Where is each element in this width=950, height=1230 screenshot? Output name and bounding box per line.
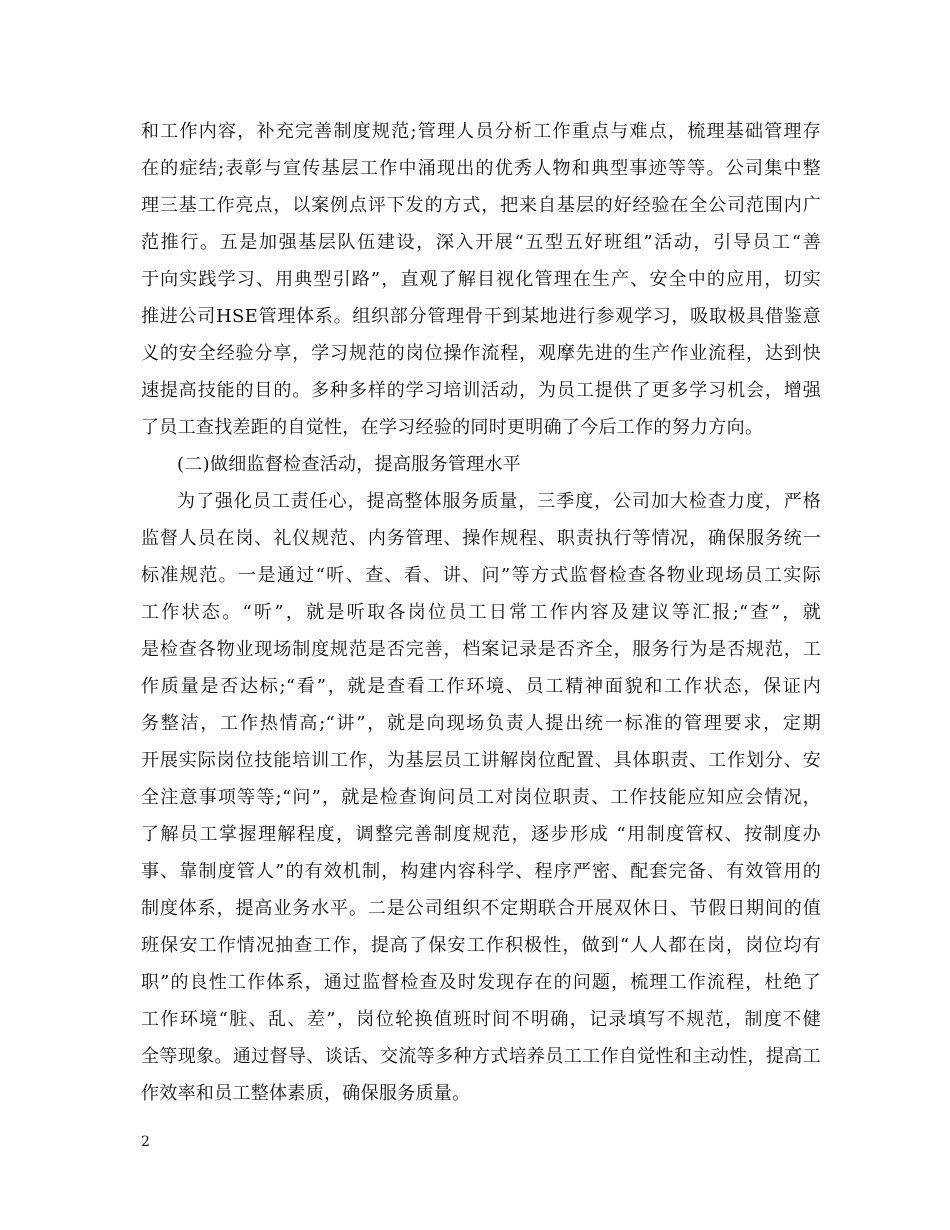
- text-line: 了解员工掌握理解程度，调整完善制度规范，逐步形成 “用制度管权、按制度办: [141, 824, 821, 845]
- text-line: 是检查各物业现场制度规范是否完善，档案记录是否齐全，服务行为是否规范，工: [141, 639, 821, 660]
- text-line: 班保安工作情况抽查工作，提高了保安工作积极性，做到“人人都在岗，岗位均有: [141, 935, 821, 956]
- text-line: 务整洁，工作热情高;“讲”，就是向现场负责人提出统一标准的管理要求，定期: [141, 713, 821, 734]
- text-line: 工作状态。“听”，就是听取各岗位员工日常工作内容及建议等汇报;“查”，就: [141, 602, 821, 623]
- text-line: 工作环境“脏、乱、差”，岗位轮换值班时间不明确，记录填写不规范，制度不健: [141, 1009, 821, 1030]
- section-heading: (二)做细监督检查活动，提高服务管理水平: [177, 454, 522, 475]
- text-line: 标准规范。一是通过“听、查、看、讲、问”等方式监督检查各物业现场员工实际: [141, 565, 821, 586]
- paragraph-1: [141, 113, 821, 446]
- document-body: [141, 113, 821, 1112]
- text-line: 理三基工作亮点，以案例点评下发的方式，把来自基层的好经验在全公司范围内广: [141, 195, 821, 216]
- text-line: 速提高技能的目的。多种多样的学习培训活动，为员工提供了更多学习机会，增强: [141, 380, 821, 401]
- page-number: 2: [141, 1134, 150, 1150]
- text-line: 在的症结;表彰与宣传基层工作中涌现出的优秀人物和典型事迹等等。公司集中整: [141, 158, 821, 179]
- text-line: 义的安全经验分享，学习规范的岗位操作流程，观摩先进的生产作业流程，达到快: [141, 343, 821, 364]
- paragraph-2: [141, 483, 821, 1112]
- text-line: 和工作内容，补充完善制度规范;管理人员分析工作重点与难点，梳理基础管理存: [141, 121, 821, 142]
- text-line: 为了强化员工责任心，提高整体服务质量，三季度，公司加大检查力度，严格: [177, 491, 821, 512]
- text-line: 范推行。五是加强基层队伍建设，深入开展“五型五好班组”活动，引导员工“善: [141, 232, 821, 253]
- text-line: 推进公司HSE管理体系。组织部分管理骨干到某地进行参观学习，吸取极具借鉴意: [141, 306, 821, 327]
- text-line: 事、靠制度管人”的有效机制，构建内容科学、程序严密、配套完备、有效管用的: [141, 861, 821, 882]
- text-line: 了员工查找差距的自觉性，在学习经验的同时更明确了今后工作的努力方向。: [141, 417, 764, 438]
- text-line: 全注意事项等等;“问”，就是检查询问员工对岗位职责、工作技能应知应会情况，: [141, 787, 821, 808]
- text-line: 开展实际岗位技能培训工作，为基层员工讲解岗位配置、具体职责、工作划分、安: [141, 750, 821, 771]
- text-line: 制度体系，提高业务水平。二是公司组织不定期联合开展双休日、节假日期间的值: [141, 898, 821, 919]
- text-line: 作质量是否达标;“看”，就是查看工作环境、员工精神面貌和工作状态，保证内: [141, 676, 821, 697]
- text-line: 职”的良性工作体系，通过监督检查及时发现存在的问题，梳理工作流程，杜绝了: [141, 972, 821, 993]
- text-line: 监督人员在岗、礼仪规范、内务管理、操作规程、职责执行等情况，确保服务统一: [141, 528, 821, 549]
- text-line: 作效率和员工整体素质，确保服务质量。: [141, 1083, 471, 1104]
- text-line: 于向实践学习、用典型引路”，直观了解目视化管理在生产、安全中的应用，切实: [141, 269, 821, 290]
- text-line: 全等现象。通过督导、谈话、交流等多种方式培养员工工作自觉性和主动性，提高工: [141, 1046, 821, 1067]
